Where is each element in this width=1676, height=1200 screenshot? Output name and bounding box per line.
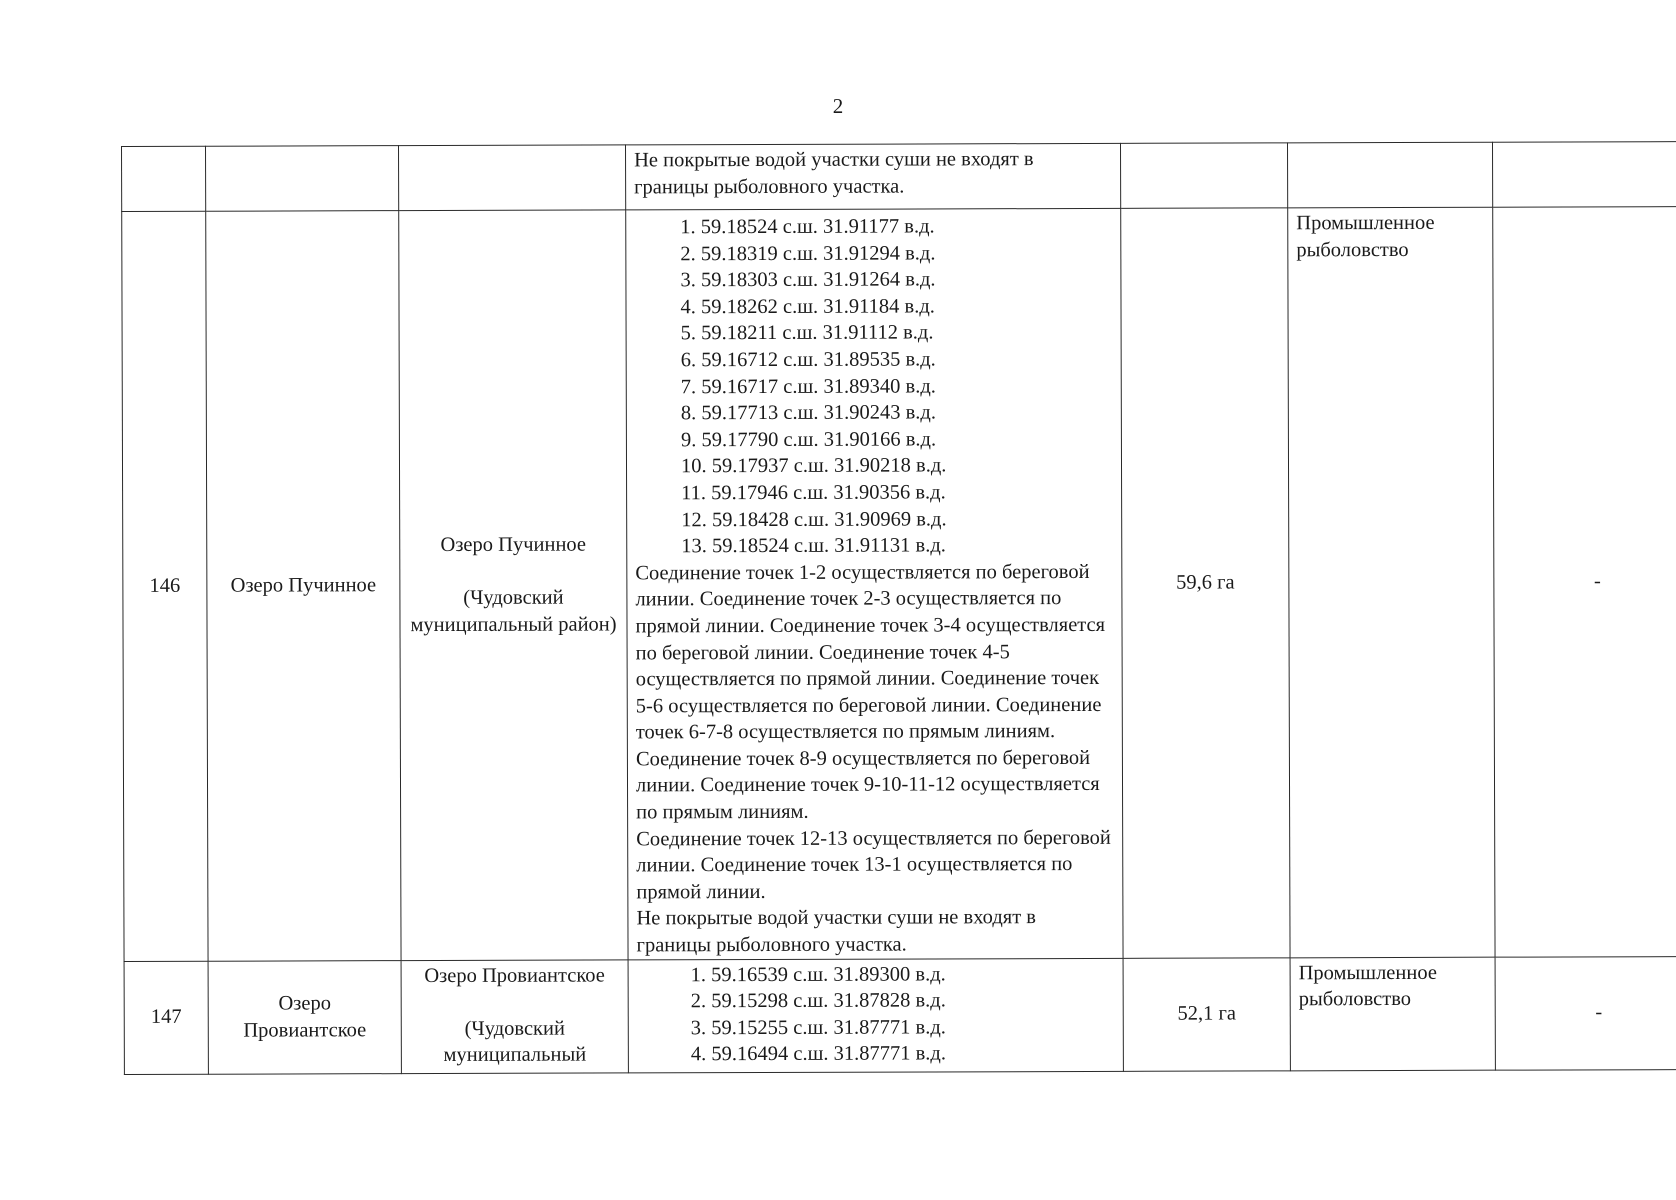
cell-name <box>206 146 399 212</box>
coordinate-point: 6. 59.16712 с.ш. 31.89535 в.д. <box>680 348 936 372</box>
location-district: (Чудовский муниципальный район) <box>410 586 617 636</box>
area-name: Озеро Пучинное <box>206 211 401 961</box>
coordinate-point: 13. 59.18524 с.ш. 31.91131 в.д. <box>681 534 946 558</box>
cell-number <box>122 146 206 211</box>
connection-paragraph: Соединение точек 12-13 осуществляется по береговой линии. Соединение точек 13-1 осуществляется по прямой линии. <box>636 826 1111 904</box>
table-row-continuation <box>122 142 1676 212</box>
coordinate-point: 3. 59.18303 с.ш. 31.91264 в.д. <box>680 268 936 292</box>
purpose-text: Промышленное рыболовство <box>1296 211 1435 261</box>
cell-purpose <box>1287 142 1492 208</box>
connection-paragraph: Не покрытые водой участки суши не входят в границы рыболовного участка. <box>636 906 1036 957</box>
connection-paragraph: Соединение точек 1-2 осуществляется по береговой линии. Соединение точек 2-3 осуществляется по прямой линии. Соединение точек 3-4 осуществляется по береговой линии. Соединение точек 4-5 осуществляется по прямой линии. Соединение точек 5-6 осуществляется по береговой линии. Соединение точек 6-7-8 осуществляется по прямым линиям. Соединение точек 8-9 осуществляется по береговой линии. Соединение точек 9-10-11-12 осуществляется по прямым линиям. <box>635 560 1106 824</box>
cell-boundary-continuation: Не покрытые водой участки суши не входят в границы рыболовного участка. <box>625 143 1120 210</box>
coordinate-point: 3. 59.15255 с.ш. 31.87771 в.д. <box>690 1016 946 1040</box>
cell-area <box>1120 143 1287 209</box>
page-number: 2 <box>832 94 844 118</box>
coordinate-point: 1. 59.16539 с.ш. 31.89300 в.д. <box>690 963 946 986</box>
row-number: 146 <box>122 211 208 961</box>
coordinate-point: 4. 59.18262 с.ш. 31.91184 в.д. <box>680 295 935 319</box>
boundary-description <box>626 208 1123 959</box>
location-name: Озеро Пучинное <box>440 533 587 557</box>
area-location <box>401 960 628 1074</box>
area-location <box>399 210 628 960</box>
location-district: (Чудовский муниципальный <box>443 1017 587 1067</box>
coordinate-point: 7. 59.16717 с.ш. 31.89340 в.д. <box>680 375 936 398</box>
coordinate-point: 1. 59.18524 с.ш. 31.91177 в.д. <box>680 215 935 239</box>
area-name: Озеро Провиантское <box>208 960 401 1074</box>
coordinate-list <box>637 961 1115 1069</box>
coordinate-point: 10. 59.17937 с.ш. 31.90218 в.д. <box>680 454 947 478</box>
table-row-147 <box>124 956 1676 1074</box>
cell-location <box>399 145 626 211</box>
fishing-areas-table <box>121 141 1676 1075</box>
cell-extra <box>1492 142 1676 208</box>
coordinate-point: 2. 59.18319 с.ш. 31.91294 в.д. <box>680 242 936 265</box>
area-size: 59,6 га <box>1121 208 1290 958</box>
coordinate-point: 11. 59.17946 с.ш. 31.90356 в.д. <box>681 481 946 505</box>
area-size: 52,1 га <box>1123 957 1290 1071</box>
area-purpose <box>1290 957 1495 1071</box>
coordinate-point: 4. 59.16494 с.ш. 31.87771 в.д. <box>690 1042 947 1066</box>
coordinate-point: 2. 59.15298 с.ш. 31.87828 в.д. <box>690 989 946 1013</box>
area-extra: - <box>1495 956 1676 1070</box>
connection-notes <box>635 559 1114 959</box>
coordinate-point: 8. 59.17713 с.ш. 31.90243 в.д. <box>680 401 937 425</box>
purpose-text: Промышленное рыболовство <box>1298 961 1437 1011</box>
row-number: 147 <box>124 961 208 1074</box>
coordinate-point: 12. 59.18428 с.ш. 31.90969 в.д. <box>681 507 947 531</box>
area-extra: - <box>1493 207 1676 957</box>
boundary-description <box>628 958 1123 1073</box>
location-name: Озеро Провиантское <box>424 964 605 987</box>
table-row-146 <box>122 207 1676 962</box>
coordinate-point: 9. 59.17790 с.ш. 31.90166 в.д. <box>680 428 937 451</box>
coordinate-point: 5. 59.18211 с.ш. 31.91112 в.д. <box>680 321 934 345</box>
coordinate-list <box>634 213 1113 560</box>
area-purpose <box>1288 207 1495 957</box>
